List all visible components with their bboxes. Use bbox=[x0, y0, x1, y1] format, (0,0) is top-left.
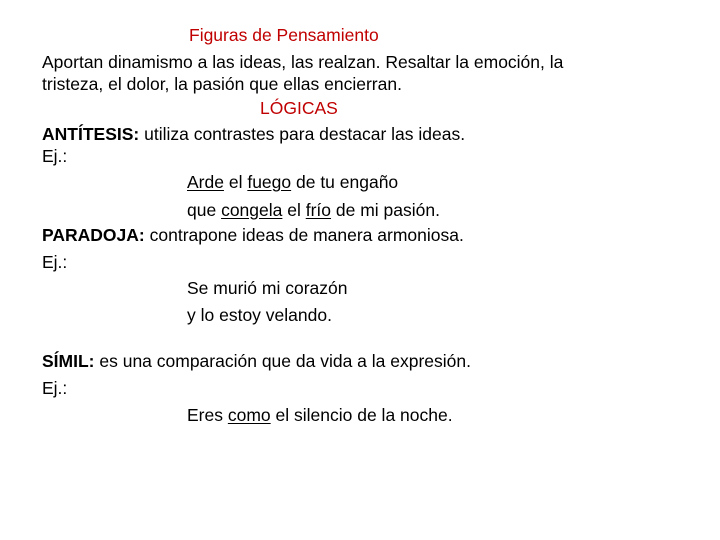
paradoja-definition bbox=[42, 224, 464, 246]
verse-text: el silencio de la noche. bbox=[270, 405, 453, 425]
simil-definition-text: es una comparación que da vida a la expresión. bbox=[94, 351, 471, 371]
antitesis-definition bbox=[42, 123, 465, 145]
verse-text: que bbox=[187, 200, 222, 220]
intro-line-1: Aportan dinamismo a las ideas, las realzan. Resaltar la emoción, la bbox=[42, 52, 564, 72]
paradoja-verse-2: y lo estoy velando. bbox=[187, 305, 332, 325]
verse-text: de mi pasión. bbox=[331, 200, 440, 220]
underlined-word: congela bbox=[221, 200, 283, 220]
verse-text: Eres bbox=[187, 405, 228, 425]
antitesis-example-label: Ej.: bbox=[42, 146, 68, 166]
intro-line-2: tristeza, el dolor, la pasión que ellas encierran. bbox=[42, 74, 402, 94]
simil-term: SÍMIL: bbox=[42, 351, 95, 371]
paradoja-definition-text: contrapone ideas de manera armoniosa. bbox=[144, 225, 464, 245]
verse-text: de tu engaño bbox=[291, 172, 399, 192]
underlined-word: frío bbox=[305, 200, 332, 220]
simil-definition bbox=[42, 350, 471, 372]
antitesis-verse-1 bbox=[187, 171, 398, 193]
antitesis-definition-text: utiliza contrastes para destacar las ideas. bbox=[139, 124, 466, 144]
slide-title: Figuras de Pensamiento bbox=[189, 25, 379, 45]
paradoja-example-label: Ej.: bbox=[42, 252, 68, 272]
simil-verse bbox=[187, 404, 453, 426]
underlined-word: fuego bbox=[247, 172, 292, 192]
verse-text: el bbox=[223, 172, 248, 192]
underlined-word: como bbox=[227, 405, 271, 425]
paradoja-term: PARADOJA: bbox=[42, 225, 145, 245]
verse-text: el bbox=[282, 200, 306, 220]
antitesis-verse-2 bbox=[187, 199, 440, 221]
underlined-word: Arde bbox=[187, 172, 224, 192]
subtitle-logicas: LÓGICAS bbox=[260, 98, 338, 118]
antitesis-term: ANTÍTESIS: bbox=[42, 124, 140, 144]
paradoja-verse-1: Se murió mi corazón bbox=[187, 278, 348, 298]
simil-example-label: Ej.: bbox=[42, 378, 68, 398]
